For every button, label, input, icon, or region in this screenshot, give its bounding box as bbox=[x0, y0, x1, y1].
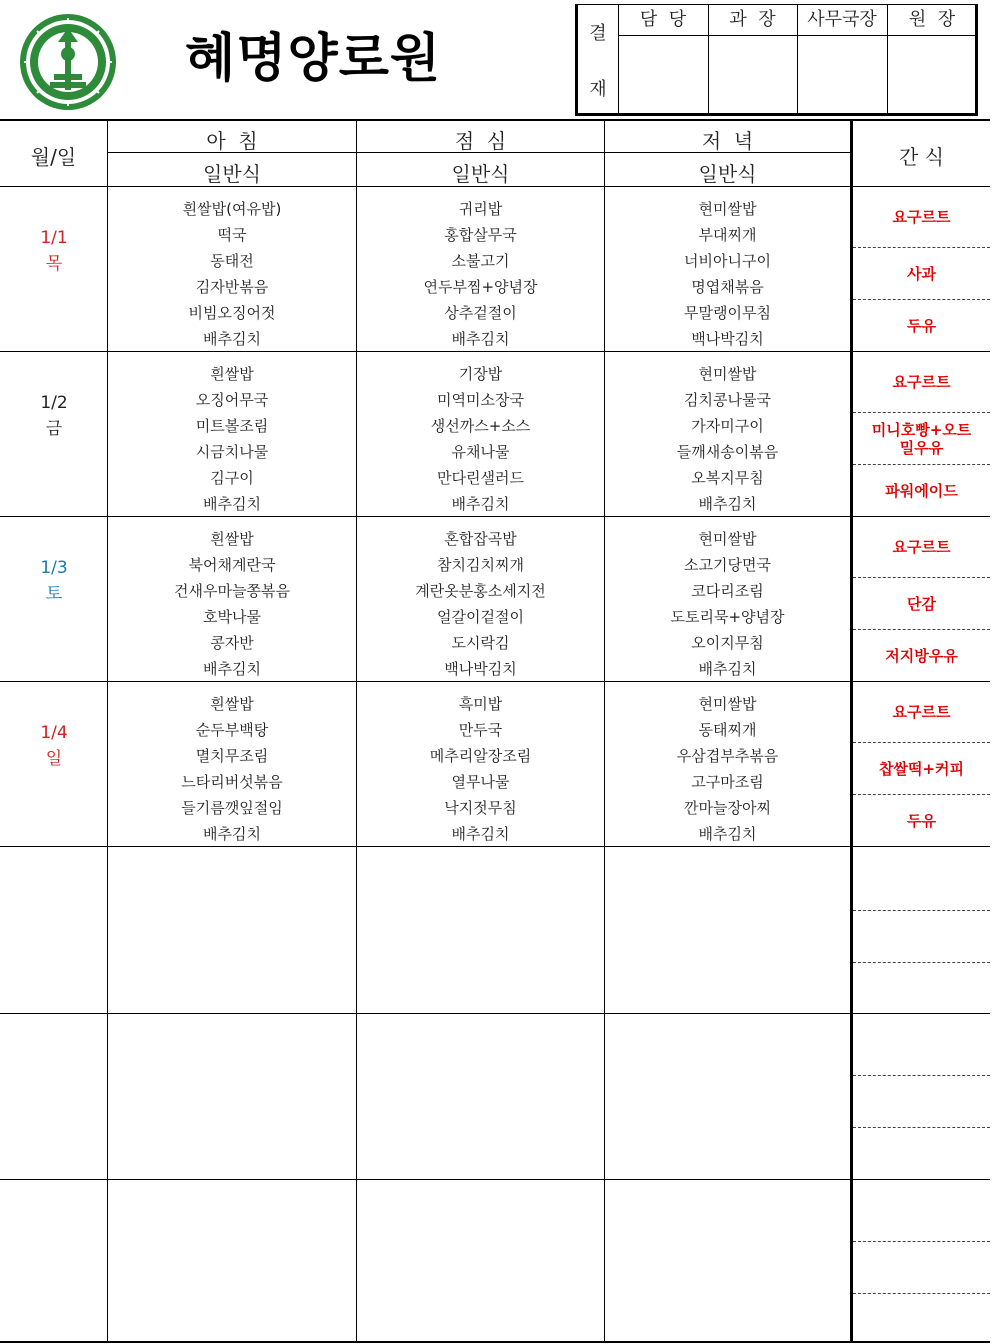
approval-col-manager: 담 당 bbox=[639, 9, 687, 30]
dinner-type: 일반식 bbox=[698, 162, 757, 186]
lunch-menu: 귀리밥 홍합살무국 소불고기 연두부찜+양념장 상추겉절이 배추김치 bbox=[423, 200, 538, 348]
snack-item: 찹쌀떡+커피 bbox=[878, 759, 965, 778]
snack-item: 요구르트 bbox=[892, 703, 951, 721]
breakfast-header: 아 침 bbox=[206, 129, 258, 153]
dinner-menu: 현미쌀밥 김치콩나물국 가자미구이 들깨새송이볶음 오복지무침 배추김치 bbox=[676, 365, 779, 513]
approval-col-section-chief: 과 장 bbox=[729, 9, 776, 30]
lunch-header: 점 심 bbox=[454, 129, 507, 153]
breakfast-menu: 흰쌀밥 북어채계란국 건새우마늘쫑볶음 호박나물 콩자반 배추김치 bbox=[174, 530, 290, 678]
approval-label-top: 결 bbox=[589, 23, 607, 44]
approval-col-director: 원 장 bbox=[908, 9, 956, 30]
breakfast-menu: 흰쌀밥 순두부백탕 멸치무조림 느타리버섯볶음 들기름깻잎절임 배추김치 bbox=[181, 695, 283, 843]
day-date: 1/1 bbox=[40, 228, 68, 248]
snack-item: 요구르트 bbox=[892, 208, 951, 226]
day-weekday: 목 bbox=[45, 254, 63, 274]
snack-item: 저지방우유 bbox=[885, 646, 958, 665]
dinner-menu: 현미쌀밥 부대찌개 너비아니구이 명엽채볶음 무말랭이무침 백나박김치 bbox=[684, 200, 771, 348]
day-date: 1/2 bbox=[40, 393, 68, 413]
snack-item: 요구르트 bbox=[892, 538, 951, 556]
breakfast-menu: 흰쌀밥 오징어무국 미트볼조림 시금치나물 김구이 배추김치 bbox=[195, 365, 269, 513]
breakfast-type: 일반식 bbox=[203, 162, 261, 186]
date-column-header: 월/일 bbox=[30, 145, 77, 169]
breakfast-menu: 흰쌀밥(여유밥) 떡국 동태전 김자반볶음 비빔오징어젓 배추김치 bbox=[182, 200, 282, 348]
approval-box bbox=[575, 4, 978, 116]
snack-item: 단감 bbox=[907, 594, 936, 613]
day-weekday: 금 bbox=[45, 419, 63, 439]
snack-item: 사과 bbox=[907, 264, 936, 283]
day-weekday: 일 bbox=[45, 749, 63, 769]
day-date: 1/3 bbox=[40, 558, 68, 578]
snack-item: 두유 bbox=[907, 811, 936, 830]
day-date: 1/4 bbox=[40, 723, 68, 743]
snack-item: 파워에이드 bbox=[885, 481, 958, 500]
page-title: 혜명양로원 bbox=[185, 29, 442, 89]
org-logo bbox=[18, 12, 118, 112]
day-weekday: 토 bbox=[45, 584, 63, 604]
approval-label-bottom: 재 bbox=[589, 79, 607, 100]
menu-table bbox=[0, 119, 990, 1343]
lunch-menu: 혼합잡곡밥 참치김치찌개 계란옷분홍소세지전 얼갈이겉절이 도시락김 백나박김치 bbox=[415, 530, 546, 678]
snack-item: 요구르트 bbox=[892, 373, 951, 391]
approval-col-secretary: 사무국장 bbox=[807, 9, 877, 30]
lunch-menu: 흑미밥 만두국 메추리알장조림 열무나물 낙지젓무침 배추김치 bbox=[429, 695, 532, 843]
snack-item: 두유 bbox=[907, 316, 936, 335]
snack-item: 미니호빵+오트밀우유 bbox=[871, 420, 972, 457]
snack-column-header: 간 식 bbox=[899, 145, 944, 169]
lunch-menu: 기장밥 미역미소장국 생선까스+소스 유채나물 만다린샐러드 배추김치 bbox=[430, 365, 531, 513]
lunch-type: 일반식 bbox=[451, 162, 510, 186]
dinner-header: 저 녁 bbox=[701, 129, 754, 153]
dinner-menu: 현미쌀밥 소고기당면국 코다리조림 도토리묵+양념장 오이지무침 배추김치 bbox=[670, 530, 785, 678]
dinner-menu: 현미쌀밥 동태찌개 우삼겹부추볶음 고구마조림 깐마늘장아찌 배추김치 bbox=[676, 695, 779, 843]
